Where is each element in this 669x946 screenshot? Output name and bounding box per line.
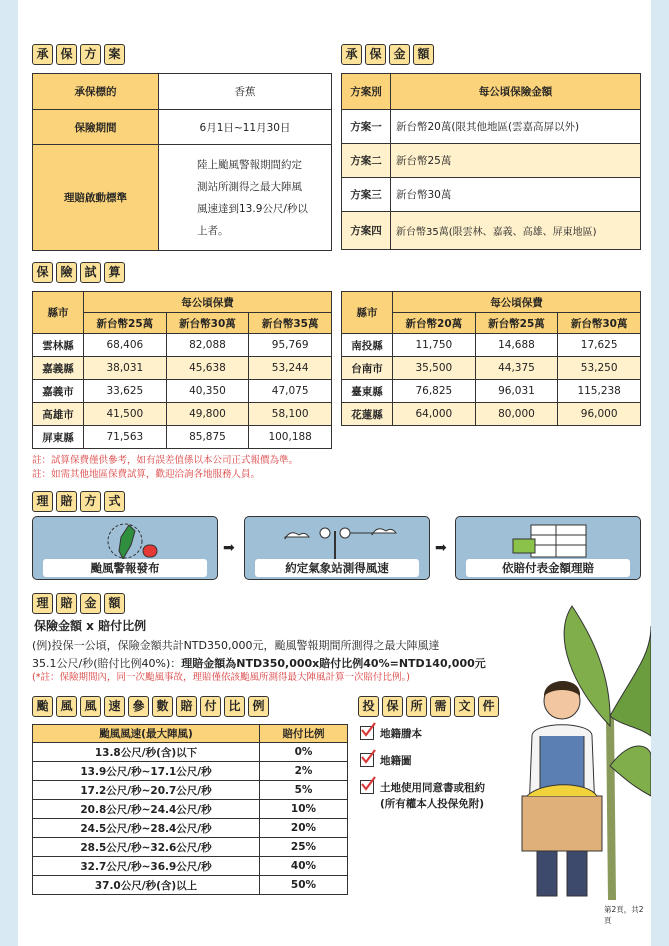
section-title-ratio: 颱 風 風 速 參 數 賠 付 比 例	[32, 696, 269, 717]
flow-step-pay-by-table: 依賠付表金額理賠	[455, 516, 641, 580]
section-title-plan: 承 保 方 案	[32, 44, 125, 65]
section-title-amount: 承 保 金 額	[341, 44, 434, 65]
page-number: 第2頁，共2頁	[604, 905, 644, 925]
arrow-right-icon: ➡	[223, 540, 235, 556]
trial-notes: 註：試算保費僅供參考，如有誤差值係以本公司正式報價為準。 註：如需其他地區保費試算，歡迎洽詢各地服務人員。	[32, 455, 299, 480]
arrow-right-icon: ➡	[435, 540, 447, 556]
taiwan-alarm-icon	[103, 521, 163, 561]
section-title-docs: 投 保 所 需 文 件	[358, 696, 499, 717]
claim-note: (*註：保險期間內，同一次颱風事故，理賠僅依該颱風所測得最大陣風計算一次賠付比例。)	[32, 672, 410, 683]
ratio-table: 颱風風速(最大陣風) 賠付比例 13.8公尺/秒(含)以下 0% 13.9公尺/秒~17.1公尺/秒 2% 17.2公尺/秒~20.7公尺/秒 5% 20.8公尺/秒~24.4公尺/秒 10% 24.5公尺/秒~28.4公尺/秒 20% 28.5公尺/秒~32.6公尺/秒 25% 32.7公尺/秒~36.9公尺/秒 40% 37.0公尺/秒(含)以上 50%	[32, 724, 348, 895]
premium-table-left: 縣市 每公頃保費 新台幣25萬 新台幣30萬 新台幣35萬 雲林縣 68,406 82,088 95,769 嘉義縣 38,031 45,638 53,244 嘉義市 33,625 40,350 47,075 高雄市 41,500 49,800 58,100 屏東縣 71,563 85,875 100,188	[32, 291, 332, 449]
checkmark-icon	[360, 753, 374, 767]
amount-table: 方案別 每公頃保險金額 方案一 新台幣20萬(限其他地區(雲嘉高屏以外) 方案二 新台幣25萬 方案三 新台幣30萬 方案四 新台幣35萬(限雲林、嘉義、高雄、屏東地區)	[341, 73, 641, 250]
flow-step-weather-station: 約定氣象站測得風速	[244, 516, 430, 580]
weather-station-icon	[280, 521, 400, 561]
doc-item: 土地使用同意書或租約 (所有權本人投保免附)	[360, 780, 485, 812]
doc-item: 地籍圖	[360, 753, 485, 768]
claim-example-line2: 35.1公尺/秒(賠付比例40%)：理賠金額為NTD350,000x賠付比例40%=NTD140,000元	[32, 657, 486, 670]
premium-table-right: 縣市 每公頃保費 新台幣20萬 新台幣25萬 新台幣30萬 南投縣 11,750 14,688 17,625 台南市 35,500 44,375 53,250 臺東縣 76,825 96,031 115,238 花蓮縣 64,000 80,000 96,000	[341, 291, 641, 426]
flow-step-typhoon-warning: 颱風警報發布	[32, 516, 218, 580]
checkmark-icon	[360, 780, 374, 794]
money-table-icon	[511, 521, 591, 561]
claim-example-line1: (例)投保一公頃，保險金額共計NTD350,000元，颱風警報期間所測得之最大陣風達	[32, 639, 440, 652]
claim-formula: 保險金額 x 賠付比例	[34, 619, 147, 633]
section-title-trial: 保 險 試 算	[32, 262, 125, 283]
doc-item: 地籍謄本	[360, 726, 485, 741]
farmer-banana-illustration	[492, 596, 651, 900]
section-title-method: 理 賠 方 式	[32, 491, 125, 512]
plan-table: 承保標的 香蕉 保險期間 6月1日~11月30日 理賠啟動標準 陸上颱風警報期間約定測站所測得之最大陣風風速達到13.9公尺/秒以上者。	[32, 73, 332, 251]
section-title-claim-amount: 理 賠 金 額	[32, 593, 125, 614]
docs-list	[360, 726, 485, 812]
checkmark-icon	[360, 726, 374, 740]
